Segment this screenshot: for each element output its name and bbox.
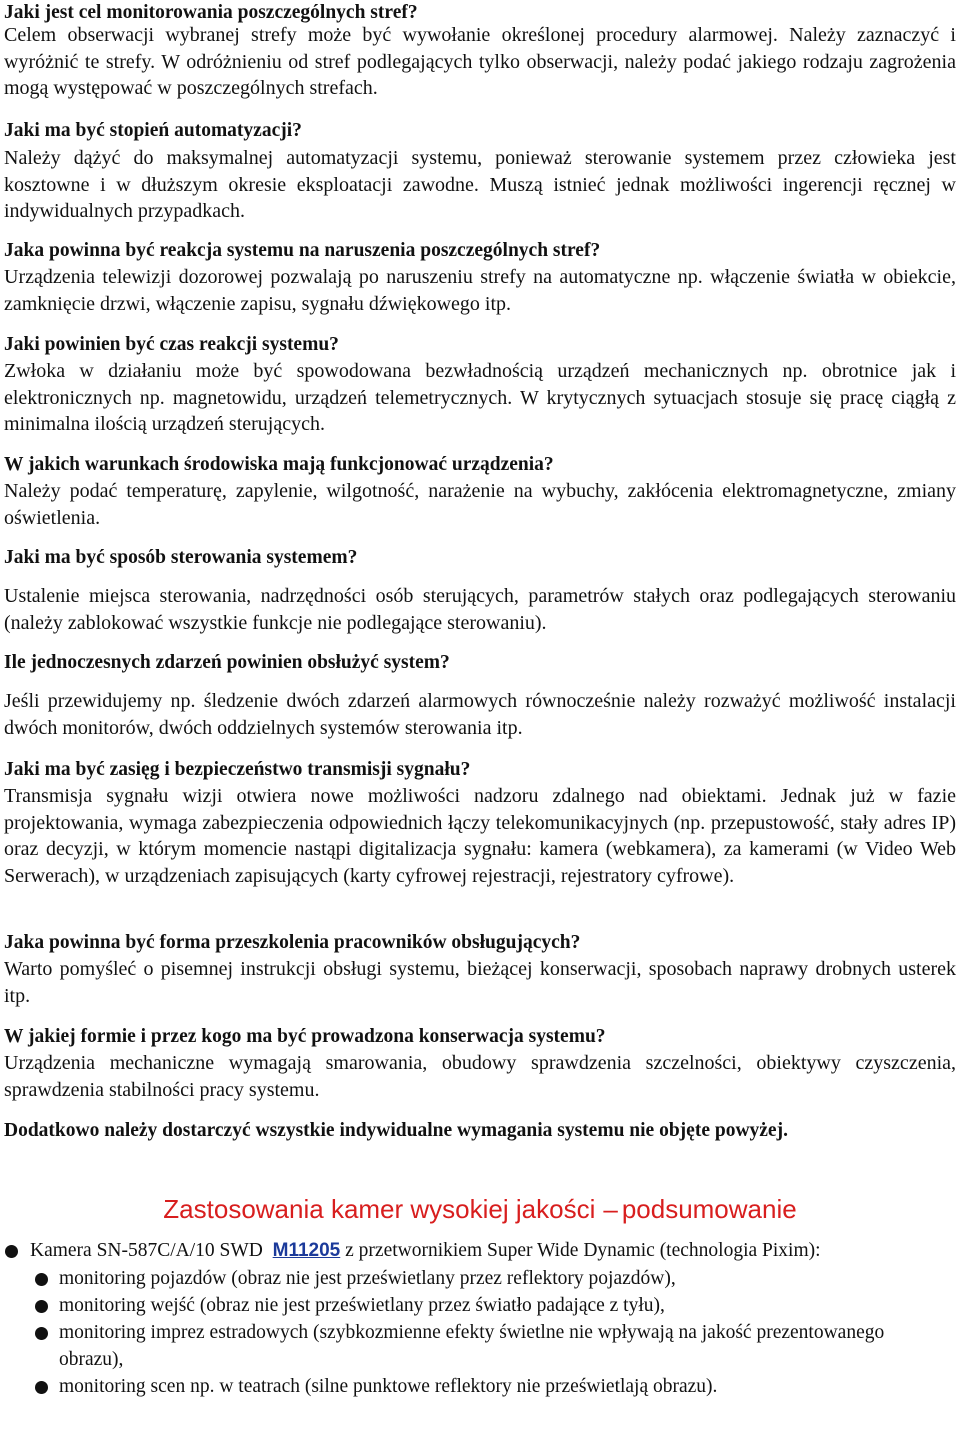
section-body-reaction-time: Zwłoka w działaniu może być spowodowana bezwładnością urządzeń mechanicznych np. obrotnice jak i elektronicznych np. magnetowidu, urządzeń telemetrycznych. W krytycznych sytuacjach stosuje się pracę ciągłą z minimalna ilością urządzeń sterujących. <box>4 360 956 436</box>
section-body-training: Warto pomyśleć o pisemnej instrukcji obsługi systemu, bieżącej konserwacji, sposobach naprawy drobnych usterek itp. <box>4 958 956 1007</box>
section-heading-monitoring-goal: Jaki jest cel monitorowania poszczególnych stref? <box>4 2 418 23</box>
section-body-maintenance: Urządzenia mechaniczne wymagają smarowania, obudowy sprawdzenia szczelności, obiektywy czyszczenia, sprawdzenia stabilności pracy systemu. <box>4 1052 956 1101</box>
bullet-icon <box>35 1327 48 1340</box>
summary-title-dash: – <box>603 1194 618 1224</box>
section-heading-training: Jaka powinna być forma przeszkolenia pracowników obsługujących? <box>4 932 581 953</box>
summary-title <box>0 1192 960 1226</box>
summary-list <box>0 1237 960 1400</box>
product-code-link[interactable]: M11205 <box>272 1240 341 1261</box>
section-body-events: Jeśli przewidujemy np. śledzenie dwóch zdarzeń alarmowych równocześnie należy rozważyć możliwość instalacji dwóch monitorów, dwóch oddzielnych systemów sterowania itp. <box>4 690 956 739</box>
summary-title-subtitle: podsumowanie <box>621 1194 797 1224</box>
section-heading-maintenance: W jakiej formie i przez kogo ma być prowadzona konserwacja systemu? <box>4 1026 606 1047</box>
list-item <box>0 1292 909 1319</box>
section-body-control: Ustalenie miejsca sterowania, nadrzędności osób sterujących, parametrów stałych oraz podlegających sterowaniu (należy zablokować wszystkie funkcje nie podlegające sterowaniu). <box>4 585 956 634</box>
section-body-automation: Należy dążyć do maksymalnej automatyzacji systemu, ponieważ sterowanie systemem przez człowieka jest kosztowne i w dłuższym okresie eksploatacji zawodne. Muszą istnieć jednak możliwości ingerencji ręcznej w indywidualnych przypadkach. <box>4 147 956 223</box>
section-heading-events: Ile jednoczesnych zdarzeń powinien obsłużyć system? <box>4 652 450 673</box>
list-item <box>0 1265 909 1292</box>
summary-title-text: Zastosowania kamer wysokiej jakości <box>163 1194 596 1224</box>
section-heading-transmission: Jaki ma być zasięg i bezpieczeństwo transmisji sygnału? <box>4 759 471 780</box>
section-heading-automation: Jaki ma być stopień automatyzacji? <box>4 120 302 141</box>
bullet-icon <box>35 1273 48 1286</box>
section-heading-control: Jaki ma być sposób sterowania systemem? <box>4 547 358 568</box>
section-body-reaction: Urządzenia telewizji dozorowej pozwalają po naruszeniu strefy na automatyczne np. włączenie światła w obiekcie, zamknięcie drzwi, włączenie zapisu, sygnału dźwiękowego itp. <box>4 266 956 315</box>
bullet-icon <box>5 1245 18 1258</box>
section-heading-environment: W jakich warunkach środowiska mają funkcjonować urządzenia? <box>4 454 554 475</box>
final-note: Dodatkowo należy dostarczyć wszystkie indywidualne wymagania systemu nie objęte powyżej. <box>4 1120 788 1141</box>
camera-model-text: Kamera SN-587C/A/10 SWD <box>30 1240 263 1261</box>
section-body-transmission: Transmisja sygnału wizji otwiera nowe możliwości nadzoru zdalnego nad obiektami. Jednak już w fazie projektowania, wymaga zabezpieczenia odpowiednich łączy telekomunikacyjnych (np. przepustowość, stały adres IP) oraz decyzji, w którym momencie nastąpi digitalizacja sygnału: kamera (webkamera), za kamerami (w Video Web Serwerach), w urządzeniach zapisujących (karty cyfrowej rejestracji, rejestratory cyfrowe). <box>4 785 956 887</box>
list-item-camera <box>0 1237 910 1264</box>
section-body-environment: Należy podać temperaturę, zapylenie, wilgotność, narażenie na wybuchy, zakłócenia elektromagnetyczne, zmiany oświetlenia. <box>4 480 956 529</box>
bullet-icon <box>35 1381 48 1394</box>
list-item-text: monitoring imprez estradowych (szybkozmienne efekty świetlne nie wpływają na jakość prezentowanego obrazu), <box>59 1322 885 1370</box>
section-heading-reaction: Jaka powinna być reakcja systemu na naruszenia poszczególnych stref? <box>4 240 601 261</box>
bullet-icon <box>35 1300 48 1313</box>
camera-description-text: z przetwornikiem Super Wide Dynamic (technologia Pixim): <box>345 1240 821 1261</box>
list-item-text: monitoring pojazdów (obraz nie jest prześwietlany przez reflektory pojazdów), <box>59 1268 676 1289</box>
list-item-text: monitoring scen np. w teatrach (silne punktowe reflektory nie prześwietlają obrazu). <box>59 1376 718 1397</box>
list-item <box>0 1319 909 1373</box>
list-item <box>0 1373 909 1400</box>
section-heading-reaction-time: Jaki powinien być czas reakcji systemu? <box>4 334 339 355</box>
section-body-monitoring-goal: Celem obserwacji wybranej strefy może być wywołanie określonej procedury alarmowej. Należy zaznaczyć i wyróżnić te strefy. W odróżnieniu od stref podlegających tylko obserwacji, należy podać jakiego rodzaju zagrożenia mogą występować w poszczególnych strefach. <box>4 24 956 100</box>
list-item-text: monitoring wejść (obraz nie jest prześwietlany przez światło padające z tyłu), <box>59 1295 665 1316</box>
